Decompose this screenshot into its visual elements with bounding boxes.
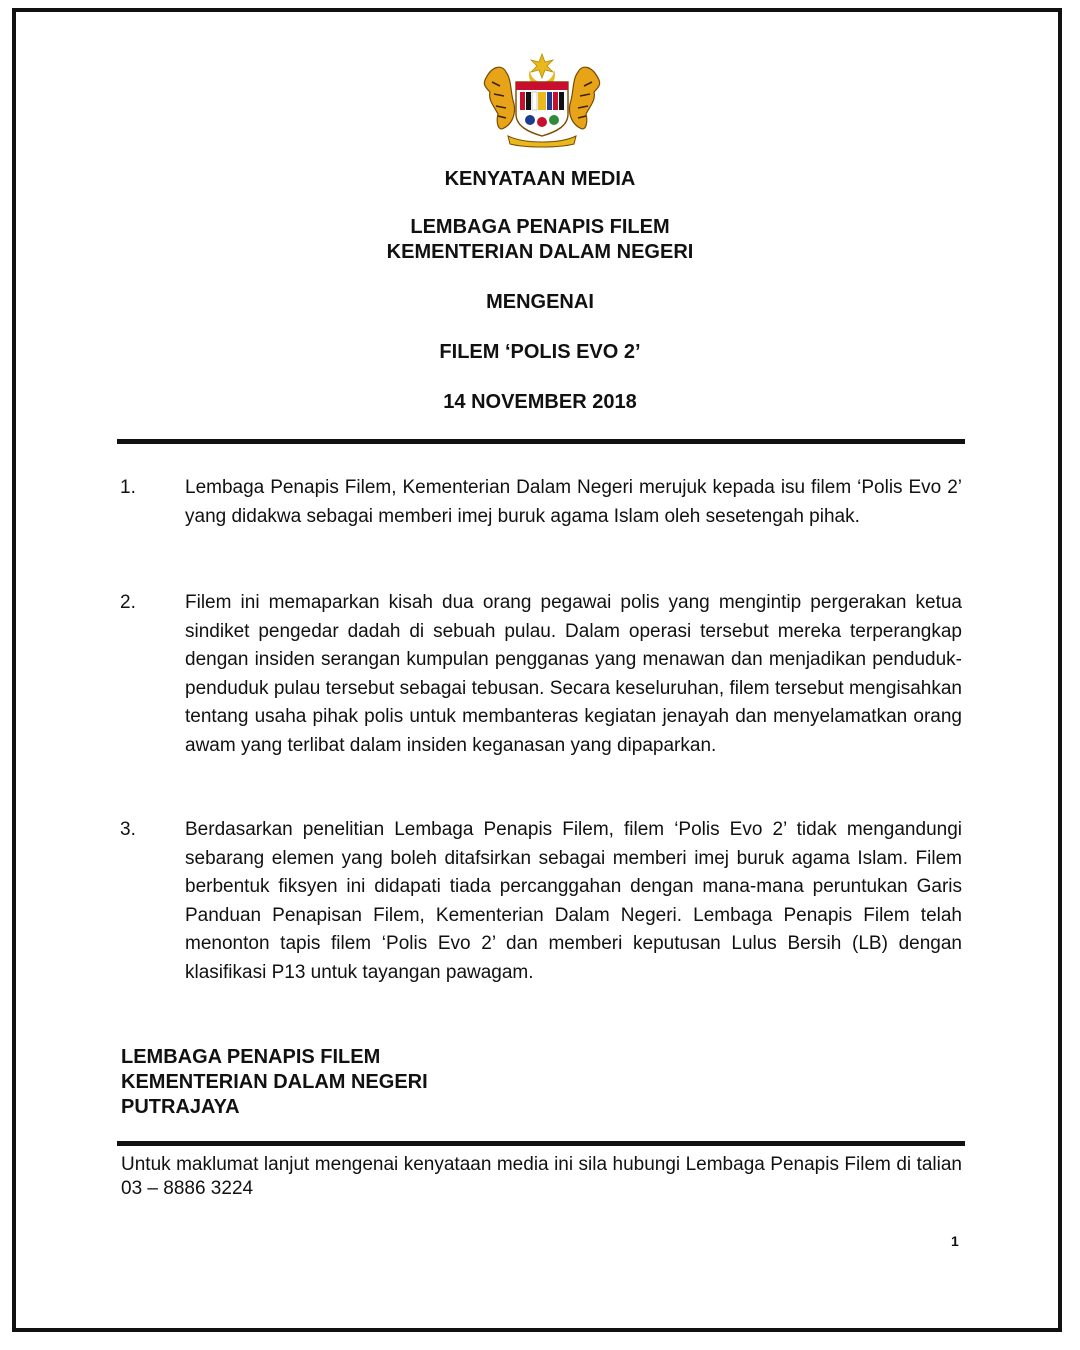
subject-heading: FILEM ‘POLIS EVO 2’ (439, 341, 641, 363)
paragraph-text: Berdasarkan penelitian Lembaga Penapis Filem, filem ‘Polis Evo 2’ tidak mengandungi sebarang elemen yang boleh ditafsirkan sebagai memberi imej buruk agama Islam. Filem berbentuk fiksyen ini didapati tiada percanggahan dengan mana-mana peruntukan Garis Panduan Penapisan Filem, Kementerian Dalam Negeri. Lembaga Penapis Filem telah menonton tapis filem ‘Polis Evo 2’ dan memberi keputusan Lulus Bersih (LB) dengan klasifikasi P13 untuk tayangan pawagam. (185, 819, 962, 983)
page-number: 1 (951, 1233, 959, 1249)
signature-line-1: LEMBAGA PENAPIS FILEM (121, 1046, 381, 1068)
paragraph-text: Filem ini memaparkan kisah dua orang pegawai polis yang mengintip pergerakan ketua sindiket pengedar dadah di sebuah pulau. Dalam operasi tersebut mereka terperangkap dengan insiden serangan kumpulan pengganas yang menawan dan menjadikan penduduk-penduduk pulau tersebut sebagai tebusan. Secara keseluruhan, filem tersebut mengisahkan tentang usaha pihak polis untuk membanteras kegiatan jenayah dan menyelamatkan orang awam yang terlibat dalam insiden keganasan yang dipaparkan. (185, 592, 962, 756)
crest-left-tiger (484, 67, 514, 129)
paragraph-number: 2. (120, 592, 136, 613)
crest-shield-top-band (516, 82, 568, 90)
paragraph-3 (120, 816, 962, 987)
crest-shield-bar (553, 92, 558, 110)
crest-star (531, 54, 553, 78)
paragraph-text: Lembaga Penapis Filem, Kementerian Dalam Negeri merujuk kepada isu filem ‘Polis Evo 2’ yang didakwa sebagai memberi imej buruk agama Islam oleh sesetengah pihak. (185, 477, 962, 527)
organization-line-1: LEMBAGA PENAPIS FILEM (410, 216, 670, 238)
paragraph-1 (120, 474, 962, 531)
footer-divider (117, 1141, 965, 1146)
crest-shield-roundel (549, 115, 559, 125)
contact-note: Untuk maklumat lanjut mengenai kenyataan media ini sila hubungi Lembaga Penapis Filem di talian 03 – 8886 3224 (121, 1154, 962, 1199)
organization-line-2: KEMENTERIAN DALAM NEGERI (386, 241, 694, 263)
header-divider (117, 439, 965, 444)
crest-motto-scroll (508, 136, 576, 147)
crest-shield-roundel (537, 117, 547, 127)
date-heading: 14 NOVEMBER 2018 (443, 391, 637, 413)
crest-right-tiger (569, 67, 599, 129)
crest-shield-bar (526, 92, 531, 110)
coat-of-arms-emblem (478, 52, 606, 148)
crest-shield-bar (559, 92, 564, 110)
paragraph-number: 3. (120, 819, 136, 840)
crest-shield-bar (547, 92, 552, 110)
crest-shield-bar (532, 92, 537, 110)
crest-shield-center (538, 92, 546, 110)
crest-shield-bar (520, 92, 525, 110)
about-heading: MENGENAI (486, 291, 594, 313)
paragraph-number: 1. (120, 477, 136, 498)
crest-shield-roundel (525, 115, 535, 125)
paragraph-2 (120, 589, 962, 760)
signature-line-2: KEMENTERIAN DALAM NEGERI (121, 1071, 428, 1093)
document-type-heading: KENYATAAN MEDIA (444, 168, 636, 190)
signature-line-3: PUTRAJAYA (121, 1096, 240, 1118)
